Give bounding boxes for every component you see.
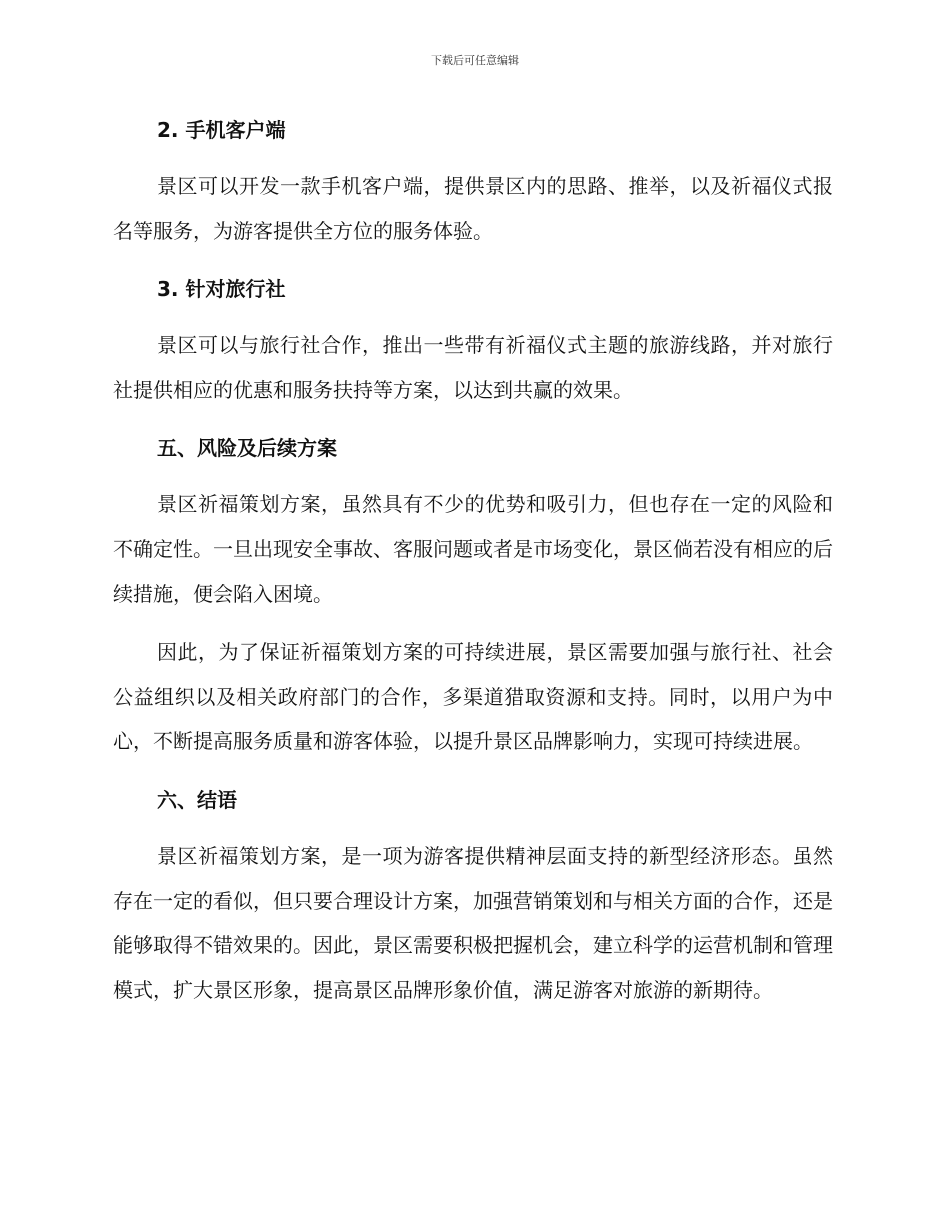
paragraph: 景区祈福策划方案，虽然具有不少的优势和吸引力，但也存在一定的风险和不确定性。一旦出现安全事故、客服问题或者是市场变化，景区倘若没有相应的后续措施，便会陷入困境。 bbox=[113, 492, 833, 606]
document-body bbox=[113, 108, 833, 1012]
section-heading-mobile-client: 2. 手机客户端 bbox=[157, 118, 286, 142]
paragraph: 景区可以与旅行社合作，推出一些带有祈福仪式主题的旅游线路，并对旅行社提供相应的优惠和服务扶持等方案，以达到共赢的效果。 bbox=[113, 333, 833, 402]
section-heading-risk: 五、风险及后续方案 bbox=[157, 436, 337, 461]
page-header: 下载后可任意编辑 bbox=[431, 54, 519, 67]
paragraph: 景区可以开发一款手机客户端，提供景区内的思路、推举，以及祈福仪式报名等服务，为游客提供全方位的服务体验。 bbox=[113, 174, 833, 243]
section-heading-conclusion: 六、结语 bbox=[157, 787, 237, 812]
paragraph: 景区祈福策划方案，是一项为游客提供精神层面支持的新型经济形态。虽然存在一定的看似，但只要合理设计方案，加强营销策划和与相关方面的合作，还是能够取得不错效果的。因此，景区需要积极把握机会，建立科学的运营机制和管理模式，扩大景区形象，提高景区品牌形象价值，满足游客对旅游的新期待。 bbox=[113, 843, 833, 1002]
section-heading-travel-agency: 3. 针对旅行社 bbox=[157, 277, 286, 302]
paragraph: 因此，为了保证祈福策划方案的可持续进展，景区需要加强与旅行社、社会公益组织以及相关政府部门的合作，多渠道猎取资源和支持。同时，以用户为中心，不断提高服务质量和游客体验，以提升景区品牌影响力，实现可持续进展。 bbox=[113, 640, 833, 754]
